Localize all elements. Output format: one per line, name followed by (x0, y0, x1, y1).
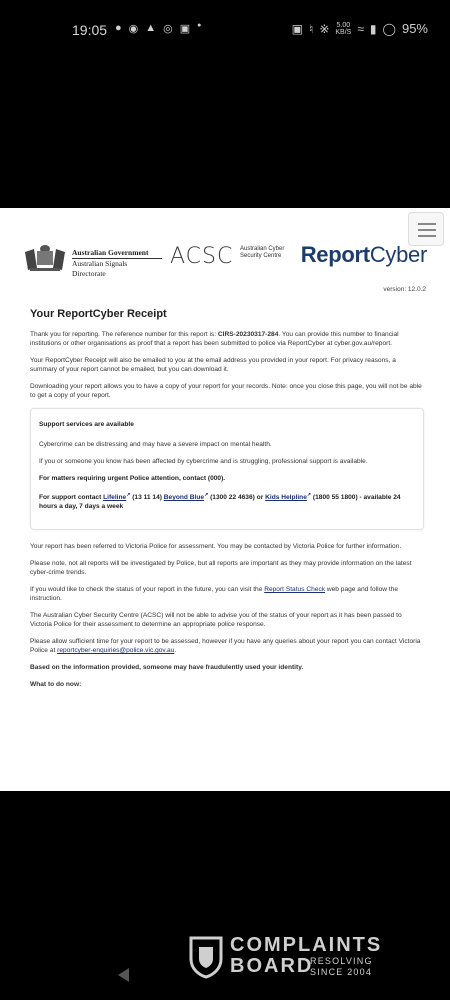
web-page (0, 208, 450, 791)
wifi-icon: ≈ (357, 21, 364, 36)
complaints-board-watermark (188, 935, 428, 985)
identity-paragraph (30, 663, 424, 672)
nfc-icon: ▣ (291, 21, 304, 36)
watermark-small (310, 956, 373, 978)
bluetooth-icon: ※ (319, 21, 330, 36)
battery-icon: ◯ (382, 21, 396, 36)
facebook-icon: ◉ (128, 23, 139, 35)
acsc-logo[interactable] (170, 244, 285, 269)
status-check-paragraph (30, 585, 424, 603)
acsc-mark: ACSC (170, 244, 234, 269)
status-right (292, 21, 428, 36)
investigation-paragraph: Please note, not all reports will be investigated by Police, but all reports are important as they may provide information on the latest cyber-crime trends. (30, 560, 412, 577)
external-link-icon: ↗ (126, 492, 131, 498)
shield-logo-icon (188, 935, 224, 979)
battery-percent: 95% (401, 21, 428, 36)
beyond-blue-number: (1300 22 4636) or (208, 494, 266, 502)
watermark-small-1: RESOLVING (310, 956, 373, 966)
mute-icon: ♮ (309, 21, 314, 36)
identity-text: Based on the information provided, someone may have fraudulently used your identity. (30, 664, 304, 672)
contact-pre: For support contact (39, 494, 104, 502)
kids-helpline-number: (1800 55 1800) - available 24 hours a day, 7 days a week (39, 494, 401, 511)
chat-icon: ● (115, 22, 122, 34)
reportcyber-light: Cyber (369, 242, 427, 267)
header-logos (22, 238, 427, 278)
p1-pre: Thank you for reporting. The reference number for this report is: (30, 331, 218, 338)
back-icon[interactable] (118, 968, 129, 982)
support-line-1: Cybercrime can be distressing and may have a severe impact on mental health. (39, 441, 272, 448)
receipt-content (30, 308, 424, 697)
reportcyber-logo[interactable] (301, 242, 427, 268)
p8-post: . (174, 647, 177, 655)
support-services-box (30, 408, 424, 530)
report-status-check-link[interactable]: Report Status Check (264, 586, 326, 594)
gov-line-2: Australian Signals Directorate (72, 259, 128, 278)
watermark-line-1: COMPLAINTS (230, 934, 383, 956)
acsc-subtitle: Australian Cyber Security Centre (240, 246, 285, 259)
gov-line-1: Australian Government (72, 248, 162, 259)
kids-helpline-link[interactable]: Kids Helpline (265, 494, 307, 502)
support-contact-line (39, 491, 415, 511)
network-speed (335, 22, 351, 36)
referral-paragraph: Your report has been referred to Victoria Police for assessment. You may be contacted by Victoria Police for further information. (30, 543, 402, 551)
urgent-police-line: For matters requiring urgent Police attention, contact (000). (39, 475, 226, 482)
download-paragraph: Downloading your report allows you to have a copy of your report for your records. Note: once you close this page, you will not be able to get a copy of your report. (30, 383, 422, 399)
watermark-line-2: BOARD (230, 955, 314, 977)
status-bar (0, 0, 450, 58)
status-time: 19:05 (72, 22, 108, 38)
version-label: version: 12.0.2 (383, 286, 426, 293)
watermark-small-2: SINCE 2004 (310, 967, 373, 977)
coat-of-arms-icon (22, 240, 68, 274)
support-heading: Support services are available (39, 421, 134, 428)
p8-pre: Please allow sufficient time for your report to be assessed, however if you have any queries about your report you can contact Victoria Police at (30, 638, 421, 655)
p1-post: . You can provide this number to financial institutions or other organisations as proof that a report has been submitted to police via ReportCyber at cyber.gov.au/report. (30, 331, 399, 347)
lifeline-number: (13 11 14) (130, 494, 164, 502)
government-logo[interactable] (22, 240, 162, 278)
speed-value: 5.00 (336, 21, 351, 29)
reference-number: CIRS-20230317-284 (217, 331, 279, 338)
reference-paragraph (30, 330, 424, 348)
instagram-icon: ▣ (179, 23, 191, 35)
p6-post: web page and follow the instruction. (30, 586, 398, 603)
support-line-2: If you or someone you know has been affected by cybercrime and is struggling, professional support is available. (39, 458, 368, 465)
email-paragraph: Your ReportCyber Receipt will also be emailed to you at the email address you provided in your report. For privacy reasons, a summary of your report cannot be emailed, but you can download it. (30, 357, 396, 373)
acsc-paragraph: The Australian Cyber Security Centre (ACSC) will not be able to advise you of the status of your report as it has been passed to Victoria Police for their assessment to determine an appropriate police response. (30, 612, 402, 629)
external-link-icon: ↗ (306, 492, 312, 498)
reportcyber-bold: Report (300, 242, 370, 267)
queries-paragraph (30, 637, 424, 655)
lifeline-link[interactable]: Lifeline (103, 494, 127, 502)
what-to-do-heading (30, 680, 424, 689)
dot-icon: ● (197, 22, 202, 29)
snapchat-icon: ▲ (145, 22, 157, 34)
government-text (72, 248, 162, 279)
enquiries-email-link[interactable]: reportcyber-enquiries@police.vic.gov.au (57, 647, 175, 655)
speed-unit: KB/S (335, 28, 352, 36)
signal-icon: ▮ (369, 21, 377, 36)
notification-icons (115, 22, 201, 35)
beyond-blue-link[interactable]: Beyond Blue (163, 494, 205, 502)
messenger-icon: ◎ (163, 23, 173, 35)
page-title: Your ReportCyber Receipt (30, 308, 167, 320)
what-to-do-text: What to do now: (30, 681, 82, 689)
external-link-icon: ↗ (204, 492, 209, 498)
p6-pre: If you would like to check the status of your report in the future, you can visit the (30, 586, 265, 594)
